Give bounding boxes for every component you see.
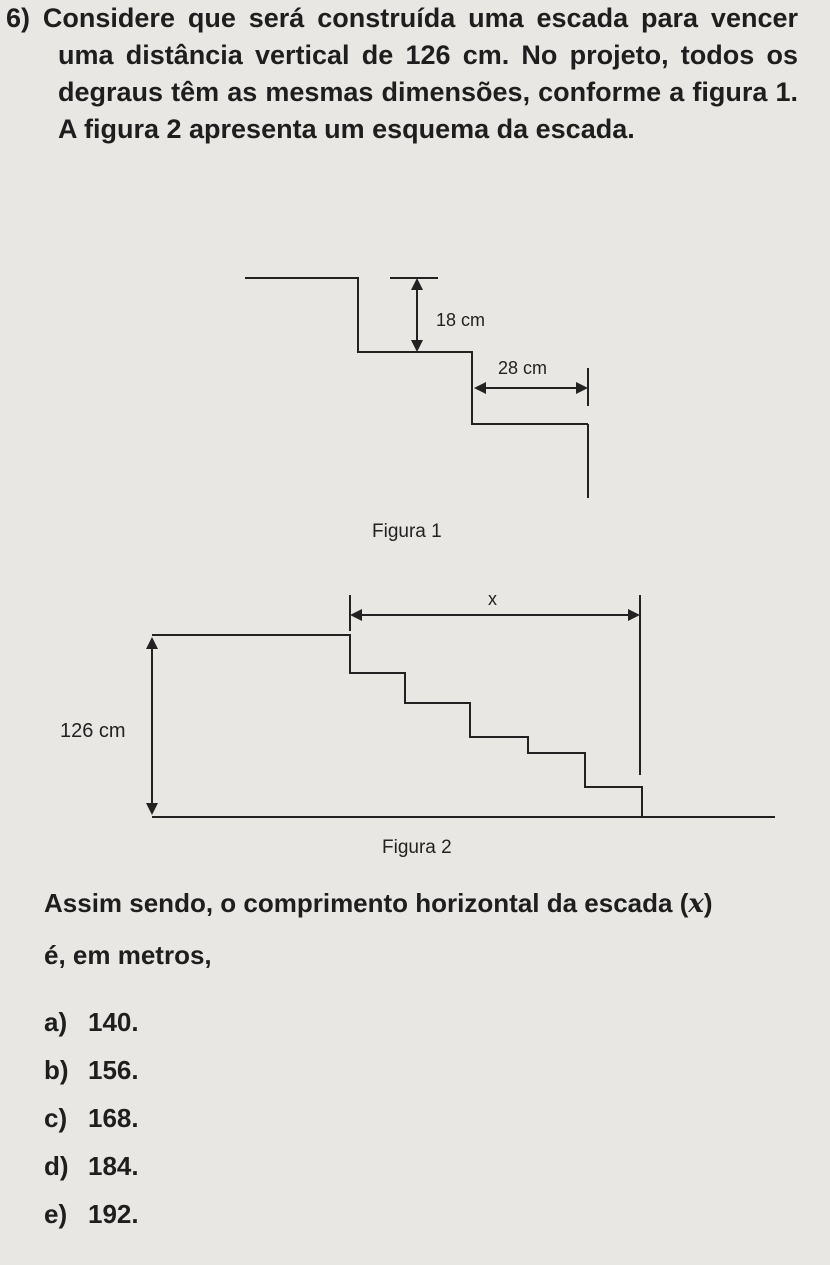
- figure-2-x-label: x: [488, 589, 497, 609]
- arrow-right-icon: [628, 609, 640, 621]
- figure-2-staircase: [152, 635, 642, 817]
- answer-options: [44, 998, 139, 1238]
- prompt-text-after: ): [703, 888, 713, 918]
- figure-1-height-label: 18 cm: [436, 310, 486, 330]
- option-b[interactable]: b) 156.: [44, 1055, 139, 1085]
- question-number: 6): [6, 3, 31, 33]
- figure-1: [230, 260, 630, 550]
- question-text: Considere que será construída uma escada para vencer uma distância vertical de 126 cm. No projeto, todos os degraus têm as mesmas dimensões, conforme a figura 1. A figura 2 apresenta um esquema da escada.: [42, 3, 798, 144]
- arrow-down-icon: [146, 803, 158, 815]
- option-c[interactable]: c) 168.: [44, 1103, 139, 1133]
- option-d[interactable]: d) 184.: [44, 1151, 139, 1181]
- prompt-line-1: [44, 888, 713, 919]
- figure-2-caption: Figura 2: [382, 837, 452, 858]
- arrow-right-icon: [576, 382, 588, 394]
- arrow-down-icon: [411, 340, 423, 352]
- prompt-variable: x: [688, 889, 704, 919]
- prompt-line-2: é, em metros,: [44, 940, 212, 970]
- arrow-up-icon: [146, 637, 158, 649]
- figure-1-width-label: 28 cm: [498, 358, 548, 378]
- arrow-left-icon: [474, 382, 486, 394]
- arrow-up-icon: [411, 278, 423, 290]
- figure-2: [40, 585, 790, 860]
- question-statement: [6, 0, 798, 148]
- prompt-text-before: Assim sendo, o comprimento horizontal da escada (: [44, 888, 689, 918]
- option-e[interactable]: e) 192.: [44, 1199, 139, 1229]
- figure-2-height-label: 126 cm: [60, 720, 126, 742]
- arrow-left-icon: [350, 609, 362, 621]
- figure-1-caption: Figura 1: [372, 521, 442, 542]
- option-a[interactable]: a) 140.: [44, 1007, 139, 1037]
